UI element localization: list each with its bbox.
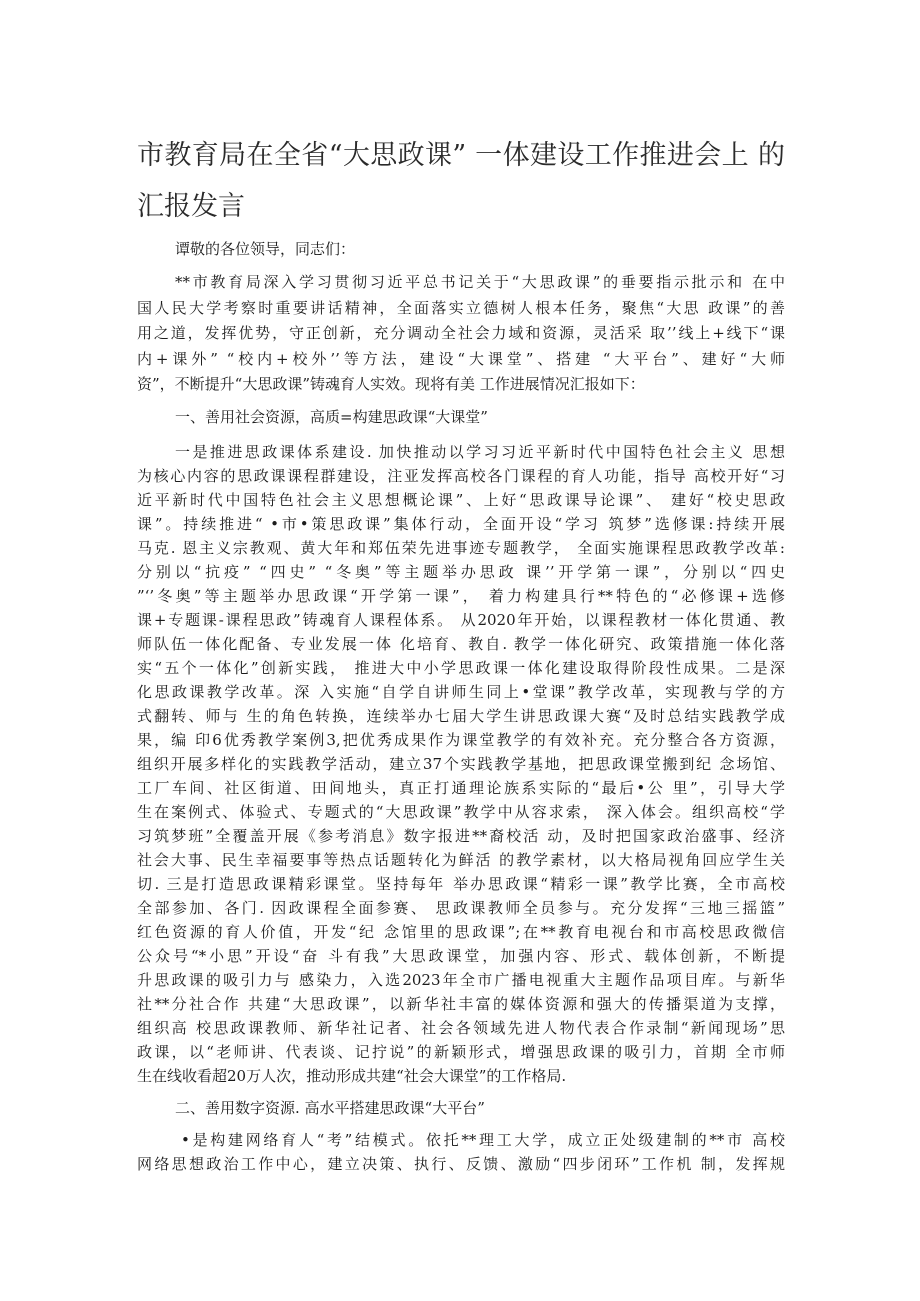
paragraph-line: 切. 三是打造思政课精彩课堂。坚持每年 举办思政课“精彩一课”教学比赛，全市高校 (137, 875, 785, 893)
paragraph-line: **市教育局深入学习贯彻习近平总书记关于“大思政课”的垂要指示批示和 在中 (175, 273, 785, 291)
paragraph-line: 马克. 恩主义宗教观、黄大年和郑伍荣先进事迹专题教学， 全面实施课程思政教学改革: (137, 539, 785, 557)
paragraph-line: 内+课外” “校内+校外’’等方法，建设“大课堂”、搭建 “大平台”、建好“大师 (137, 349, 785, 368)
greeting (137, 237, 785, 262)
paragraph-line: 实“五个一体化”创新实践， 推进大中小学思政课一体化建设取得阶段性成果。二是深 (137, 659, 785, 677)
section-heading-text: 一、善用社会资源，高质=构建思政课“大课堂” (175, 408, 488, 426)
paragraph-line: 社会大事、民生幸福要事等热点话题转化为鲜活 的教学素材，以大格局视角回应学生关 (137, 851, 785, 869)
section-heading-1 (137, 405, 785, 430)
section-heading-text: 二、善用数字资源. 高水平搭建思政课“大平台” (175, 1099, 485, 1117)
paragraph-line: 国人民大学考察时重要讲话精神，全面落实立德树人根本任务，聚焦“大思 政课”的善 (137, 298, 785, 317)
paragraph-line: 网络思想政治工作中心，建立决策、执行、反馈、激励“四步闭环”工作机 制，发挥规 (137, 1155, 785, 1173)
paragraph-line: ”‘’冬奥”等主题举办思政课“开学第一课”， 着力构建具行**特色的“必修课+选修 (137, 587, 785, 605)
paragraph-line: 课”。持续推进“ •市•策思政课”集体行动，全面开设“学习 筑梦”选修课:持续开展 (137, 515, 785, 533)
section-2-paragraph (137, 1128, 785, 1176)
paragraph-line: 化思政课教学改革。深 入实施“自学自讲师生同上•堂课”教学改革，实现教与学的方 (137, 683, 785, 701)
paragraph-line: 式翻转、师与 生的角色转换，连续举办七届大学生讲思政课大赛“及时总结实践教学成 (137, 707, 785, 725)
title-line: 汇报发言 (137, 191, 245, 222)
paragraph-line: 师队伍一体化配备、专业发展一体 化培育、教自. 教学一体化研究、政策措施一体化落 (137, 635, 785, 653)
section-1-paragraph (137, 440, 785, 1088)
paragraph-line: 组织开展多样化的实践教学活动，建立37个实践教学基地，把思政课堂搬到纪 念场馆、 (137, 755, 785, 773)
paragraph-line: 习筑梦班”全覆盖开展《参考消息》数字报进**裔校活 动，及时把国家政治盛事、经济 (137, 827, 785, 845)
paragraph-line: 组织高 校思政课教师、新华社记者、社会各领域先进人物代表合作录制“新闻现场”思 (137, 1019, 785, 1037)
paragraph-line: 红色资源的育人价值，开发“纪 念馆里的思政课”;在**教育电视台和市高校思政微信 (137, 923, 785, 941)
paragraph-line: 工厂车间、社区街道、田间地头，真正打通理论族系实际的“最后•公 里”，引导大学 (137, 779, 785, 797)
paragraph-line: 分别以“抗疫” “四史” “冬奥”等主题举办思政 课’’开学第一课”，分别以“四史 (137, 563, 785, 581)
title-line: 市教育局在全省“大思政课” 一体建设工作推进会上 的 (137, 140, 785, 171)
paragraph-line: 资”，不断提升“大思政课”铸魂育人实效。现将有美 工作进展情况汇报如下： (137, 375, 645, 393)
paragraph-line: 课+专题课-课程思政”铸魂育人课程体系。 从2020年开始，以课程教材一体化贯通、教 (137, 611, 785, 629)
paragraph-line: 政课，以“老师讲、代表谈、记拧说”的新颖形式，增强思政课的吸引力，首期 全市师 (137, 1043, 785, 1061)
greeting-line: 谭敬的各位领导，同志们： (175, 240, 356, 258)
paragraph-line: 近平新时代中国特色社会主义思想概论课”、上好“思政课导论课”、 建好“校史思政 (137, 491, 785, 509)
document-title (137, 130, 785, 232)
document-body (137, 0, 785, 1301)
paragraph-line: 生在线收看超20万人次，推动形成共建“社会大课堂”的工作格局. (137, 1067, 567, 1085)
paragraph-line: 为核心内容的思政课课程群建设，注亚发挥高校各门课程的育人功能，指导 高校开好“习 (137, 467, 785, 485)
intro-paragraph (137, 270, 785, 398)
paragraph-line: 全部参加、各门. 因政课程全面参赛、 思政课教师全员参与。充分发挥“三地三摇篮” (137, 899, 785, 917)
paragraph-line: 公众号“*小思”开设“奋 斗有我”大思政课堂，加强内容、形式、载体创新，不断提 (137, 947, 785, 965)
paragraph-line: 升思政课的吸引力与 感染力，入选2023年全市广播电视重大主题作品项目库。与新华 (137, 971, 785, 989)
section-heading-2 (137, 1096, 785, 1120)
paragraph-line: 用之道，发挥优势，守正创新，充分调动全社会力域和资源，灵活采 取’’线上+线下“课 (137, 324, 785, 342)
paragraph-line: 生在案例式、体验式、专题式的“大思政课”教学中从容求索， 深入体会。组织高校“学 (137, 803, 785, 821)
paragraph-line: 果，编 印6优秀教学案例3,把优秀成果作为课堂教学的有效补充。充分整合各方资源， (137, 731, 785, 749)
paragraph-line: 社**分社合作 共建“大思政课”，以新华社丰富的媒体资源和强大的传播渠道为支撑， (137, 995, 785, 1013)
paragraph-line: •是构建网络育人“考”结模式。依托**理工大学，成立正处级建制的**市 高校 (181, 1131, 785, 1149)
paragraph-line: 一是推进思政课体系建设. 加快推动以学习习近平新时代中国特色社会主义 思想 (175, 443, 785, 461)
